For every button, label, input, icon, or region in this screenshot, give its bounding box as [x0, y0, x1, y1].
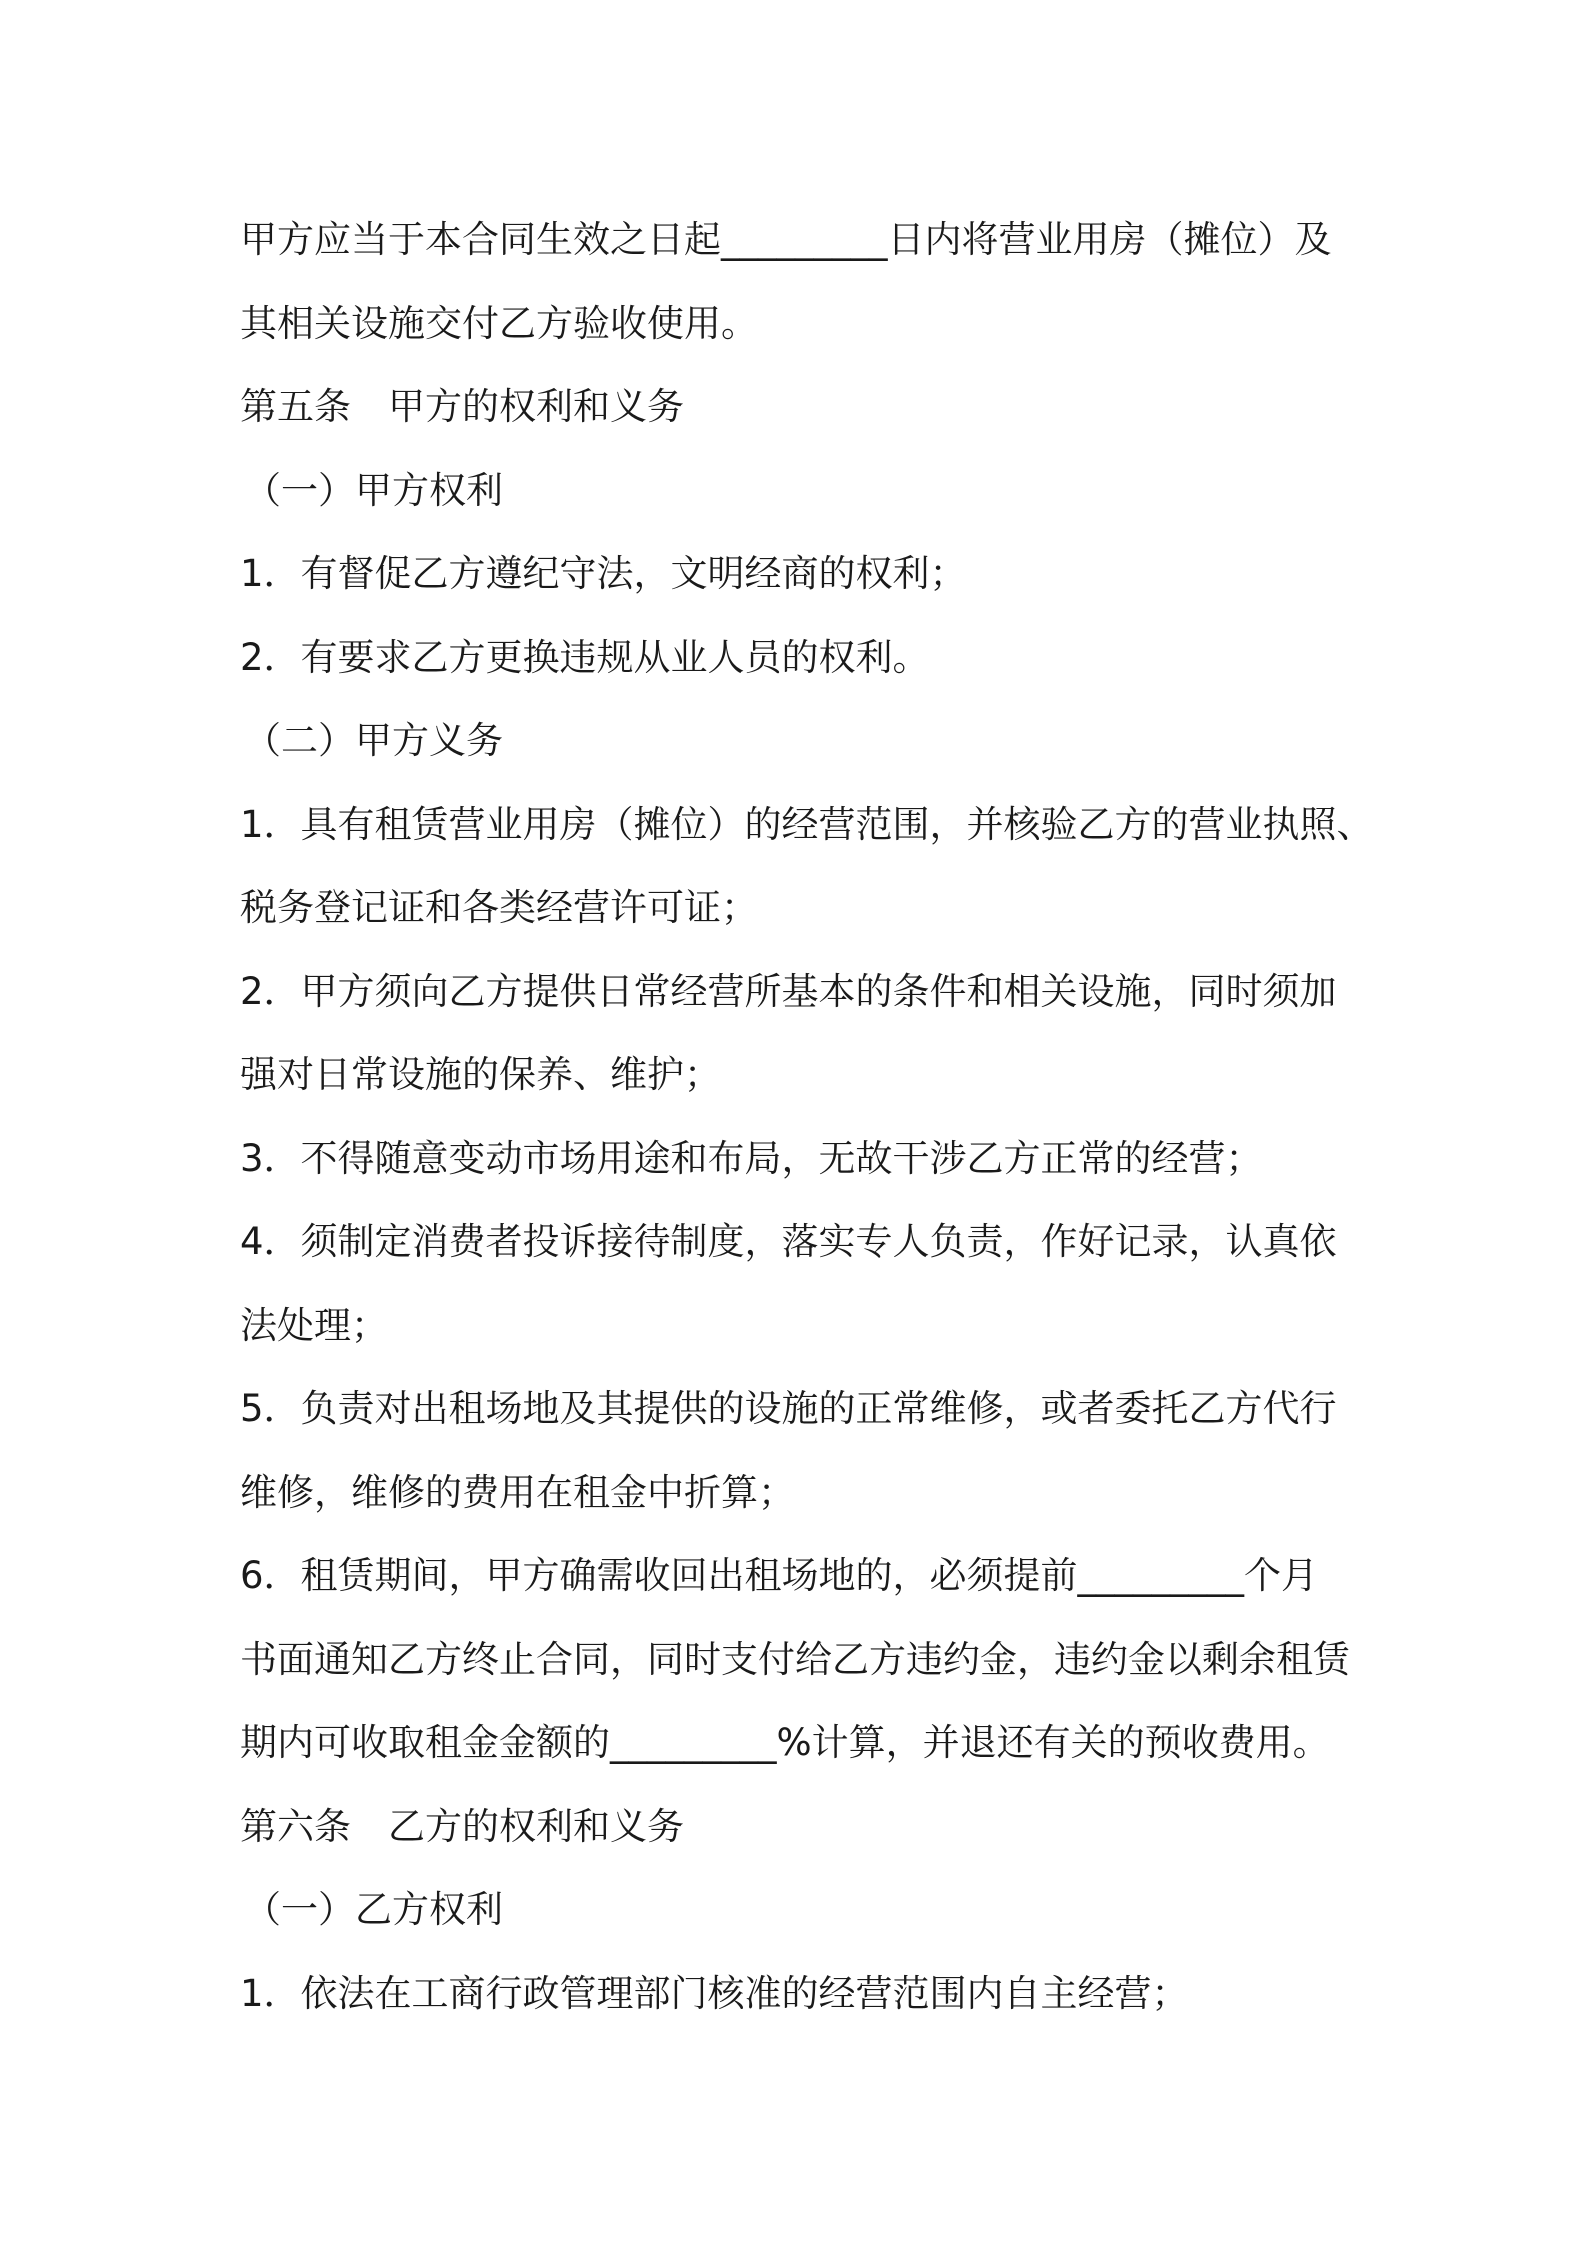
- contract-body: [240, 198, 1374, 2035]
- article-heading: 第五条 甲方的权利和义务: [240, 385, 684, 428]
- list-item: 4．须制定消费者投诉接待制度，落实专人负责，作好记录，认真依: [240, 1220, 1337, 1263]
- article-heading: 第六条 乙方的权利和义务: [240, 1804, 684, 1848]
- list-item: 2．有要求乙方更换违规从业人员的权利。: [240, 635, 930, 679]
- list-item-continuation: 维修，维修的费用在租金中折算；: [240, 1470, 795, 1514]
- list-item: 1．有督促乙方遵纪守法，文明经商的权利；: [240, 552, 967, 595]
- paragraph-line: 其相关设施交付乙方验收使用。: [240, 301, 758, 345]
- paragraph-line: 甲方应当于本合同生效之日起_________日内将营业用房（摊位）及: [240, 218, 1332, 261]
- list-item-continuation: 期内可收取租金金额的_________%计算，并退还有关的预收费用。: [240, 1721, 1330, 1764]
- section-heading: （一）甲方权利: [244, 468, 503, 512]
- list-item: 3．不得随意变动市场用途和布局，无故干涉乙方正常的经营；: [240, 1136, 1263, 1180]
- section-heading: （一）乙方权利: [244, 1888, 503, 1931]
- list-item-continuation: 法处理；: [240, 1303, 388, 1347]
- list-item-continuation: 税务登记证和各类经营许可证；: [240, 886, 758, 929]
- section-heading: （二）甲方义务: [244, 719, 503, 762]
- list-item: 2．甲方须向乙方提供日常经营所基本的条件和相关设施，同时须加: [240, 969, 1337, 1013]
- list-item: 5．负责对出租场地及其提供的设施的正常维修，或者委托乙方代行: [240, 1387, 1337, 1430]
- list-item-continuation: 强对日常设施的保养、维护；: [240, 1053, 721, 1096]
- list-item: 1．依法在工商行政管理部门核准的经营范围内自主经营；: [240, 1971, 1189, 2015]
- list-item: 6．租赁期间，甲方确需收回出租场地的，必须提前_________个月: [240, 1554, 1319, 1597]
- list-item-continuation: 书面通知乙方终止合同，同时支付给乙方违约金，违约金以剩余租赁: [240, 1637, 1350, 1681]
- list-item: 1．具有租赁营业用房（摊位）的经营范围，并核验乙方的营业执照、: [240, 802, 1374, 846]
